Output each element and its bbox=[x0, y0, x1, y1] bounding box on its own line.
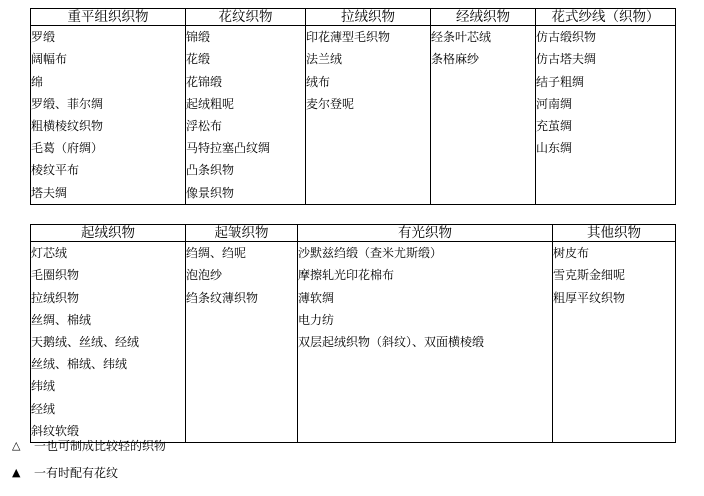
list-item: 马特拉塞凸纹绸 bbox=[186, 141, 271, 156]
cell-pile-list bbox=[31, 242, 186, 443]
footnotes-block bbox=[10, 438, 700, 492]
fabric-list bbox=[31, 26, 185, 204]
fabric-classification-table-lower bbox=[30, 224, 676, 443]
footnote bbox=[10, 465, 700, 482]
list-item: 绉绸、绉呢 bbox=[186, 246, 247, 261]
cell-lustrous-list bbox=[298, 242, 553, 443]
fabric-list bbox=[431, 26, 535, 70]
list-item: 法兰绒 bbox=[306, 52, 343, 67]
fabric-list bbox=[31, 242, 185, 442]
column-header-patterned: 花纹织物 bbox=[186, 9, 306, 26]
list-item: 仿古塔夫绸 bbox=[536, 52, 597, 67]
cell-warp-pile-list bbox=[431, 26, 536, 205]
list-item: 摩擦轧光印花棉布 bbox=[298, 268, 395, 283]
cell-fancy-yarn-list bbox=[536, 26, 676, 205]
table-header-row bbox=[31, 9, 676, 26]
list-item: 绵 bbox=[31, 74, 44, 89]
list-item: 斜纹软缎 bbox=[31, 423, 80, 438]
column-header-fancy-yarn: 花式纱线（织物） bbox=[536, 9, 676, 26]
footnote-text: 一也可制成比较轻的织物 bbox=[34, 439, 167, 453]
list-item: 塔夫绸 bbox=[31, 185, 68, 200]
column-header-warp-pile: 经绒织物 bbox=[431, 9, 536, 26]
fabric-list bbox=[553, 242, 675, 309]
list-item: 浮松布 bbox=[186, 118, 223, 133]
list-item: 河南绸 bbox=[536, 96, 573, 111]
fabric-list bbox=[186, 26, 305, 204]
list-item: 纬绒 bbox=[31, 379, 56, 394]
table-body-row bbox=[31, 242, 676, 443]
triangle-filled-icon: ▲ bbox=[12, 465, 21, 479]
list-item: 锦缎 bbox=[186, 30, 211, 45]
fabric-list bbox=[536, 26, 675, 159]
footnote-text: 一有时配有花纹 bbox=[34, 465, 119, 480]
list-item: 条格麻纱 bbox=[431, 52, 480, 67]
list-item: 棱纹平布 bbox=[31, 163, 80, 178]
table-body-row bbox=[31, 26, 676, 205]
column-header-pile: 起绒织物 bbox=[31, 225, 186, 242]
table-header-row bbox=[31, 225, 676, 242]
list-item: 充茧绸 bbox=[536, 118, 573, 133]
list-item: 花锦缎 bbox=[186, 74, 223, 89]
fabric-list bbox=[186, 242, 297, 309]
column-header-napped: 拉绒织物 bbox=[306, 9, 431, 26]
list-item: 凸条织物 bbox=[186, 163, 235, 178]
list-item: 丝绒、棉绒、纬绒 bbox=[31, 357, 128, 372]
list-item: 麦尔登呢 bbox=[306, 96, 355, 111]
list-item: 泡泡纱 bbox=[186, 268, 223, 283]
list-item: 粗横棱纹织物 bbox=[31, 118, 104, 133]
list-item: 粗厚平纹织物 bbox=[553, 290, 626, 305]
cell-napped-list bbox=[306, 26, 431, 205]
column-header-rib-weave: 重平组织织物 bbox=[31, 9, 186, 26]
list-item: 电力纺 bbox=[298, 312, 335, 327]
list-item: 拉绒织物 bbox=[31, 290, 80, 305]
list-item: 薄软绸 bbox=[298, 290, 335, 305]
list-item: 花缎 bbox=[186, 52, 211, 67]
cell-patterned-list bbox=[186, 26, 306, 205]
list-item: 印花薄型毛织物 bbox=[306, 30, 391, 45]
list-item: 仿古缎织物 bbox=[536, 30, 597, 45]
list-item: 起绒粗呢 bbox=[186, 96, 235, 111]
footnote bbox=[10, 438, 700, 455]
list-item: 沙默兹绉缎（查米尤斯缎） bbox=[298, 246, 443, 261]
list-item: 树皮布 bbox=[553, 246, 590, 261]
list-item: 雪克斯金细呢 bbox=[553, 268, 626, 283]
cell-rib-weave-list bbox=[31, 26, 186, 205]
list-item: 经绒 bbox=[31, 401, 56, 416]
list-item: 灯芯绒 bbox=[31, 246, 68, 261]
list-item: 天鹅绒、丝绒、经绒 bbox=[31, 334, 140, 349]
cell-crepe-list bbox=[186, 242, 298, 443]
list-item: 罗缎、菲尔绸 bbox=[31, 96, 104, 111]
fabric-classification-table-upper bbox=[30, 8, 676, 205]
list-item: 结子粗绸 bbox=[536, 74, 585, 89]
triangle-outline-icon: △ bbox=[12, 439, 21, 452]
list-item: 毛圈织物 bbox=[31, 268, 80, 283]
list-item: 双层起绒织物（斜纹）、双面横棱缎 bbox=[298, 334, 485, 349]
column-header-crepe: 起皱织物 bbox=[186, 225, 298, 242]
list-item: 罗缎 bbox=[31, 30, 56, 45]
cell-other-list bbox=[553, 242, 676, 443]
list-item: 像景织物 bbox=[186, 185, 235, 200]
list-item: 经条叶芯绒 bbox=[431, 30, 492, 45]
list-item: 丝绸、棉绒 bbox=[31, 312, 92, 327]
fabric-list bbox=[298, 242, 552, 353]
column-header-other: 其他织物 bbox=[553, 225, 676, 242]
list-item: 山东绸 bbox=[536, 141, 573, 156]
list-item: 绒布 bbox=[306, 74, 331, 89]
fabric-list bbox=[306, 26, 430, 115]
list-item: 毛葛（府绸） bbox=[31, 141, 104, 156]
list-item: 绉条纹薄织物 bbox=[186, 290, 259, 305]
column-header-lustrous: 有光织物 bbox=[298, 225, 553, 242]
list-item: 阔幅布 bbox=[31, 52, 68, 67]
